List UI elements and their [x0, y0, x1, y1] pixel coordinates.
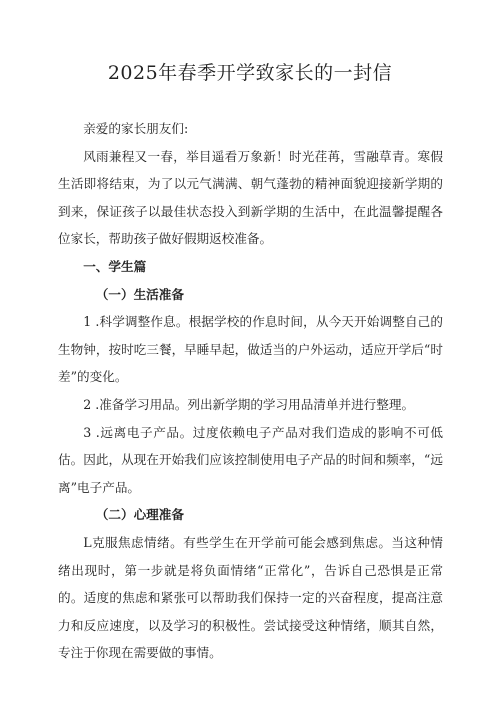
list-item-supplies: 2 .准备学习用品。列出新学期的学习用品清单并进行整理。	[83, 396, 415, 412]
document-title: 2025年春季开学致家长的一封信	[107, 62, 393, 84]
letter-body	[58, 115, 443, 667]
subheading-life-preparation: （一）生活准备	[95, 286, 184, 302]
intro-paragraph: 风雨兼程又一春，举目遥看万象新！时光荏苒，雪融草青。寒假生活即将结束，为了以元气满满、朝气蓬勃的精神面貌迎接新学期的到来，保证孩子以最佳状态投入到新学期的生活中，在此温馨提醒各位家长，帮助孩子做好假期返校准备。	[58, 148, 443, 247]
list-item-anxiety: L克服焦虑情绪。有些学生在开学前可能会感到焦虑。当这种情绪出现时，第一步就是将负面情绪“正常化”，告诉自己恐惧是正常的。适度的焦虑和紧张可以帮助我们保持一定的兴奋程度，提高注意力和反应速度，以及学习的积极性。尝试接受这种情绪，顺其自然，专注于你现在需要做的事情。	[58, 534, 443, 661]
subheading-mental-preparation: （二）心理准备	[95, 507, 184, 523]
greeting: 亲爱的家长朋友们:	[83, 121, 189, 136]
section-heading-students: 一、学生篇	[83, 258, 147, 274]
list-item-schedule: 1 .科学调整作息。根据学校的作息时间，从今天开始调整自己的生物钟，按时吃三餐，早睡早起，做适当的户外运动，适应开学后“时差”的变化。	[58, 314, 443, 385]
list-item-electronics: 3 .远离电子产品。过度依赖电子产品对我们造成的影响不可低估。因此，从现在开始我们应该控制使用电子产品的时间和频率，“远离”电子产品。	[58, 424, 443, 495]
